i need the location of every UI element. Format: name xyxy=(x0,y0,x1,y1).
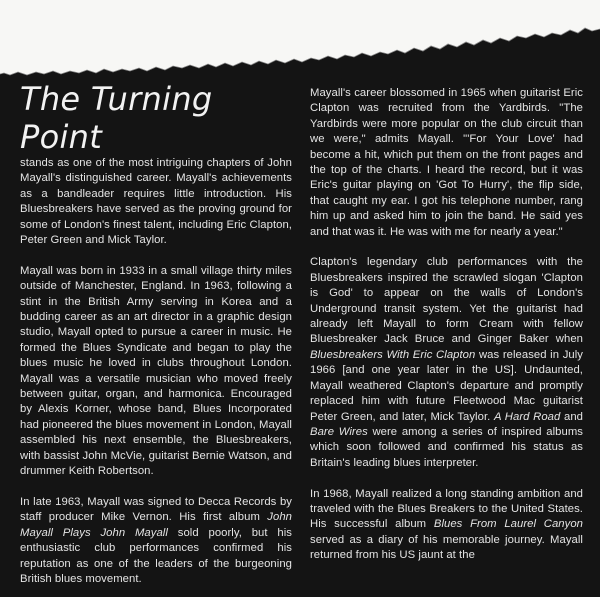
torn-paper-edge xyxy=(0,0,600,80)
album-title-text: Blues From Laurel Canyon xyxy=(433,518,583,531)
paragraph-text: sold poorly, but his enthusiastic club performances confirmed his reputation as one of the leaders of the burgeoning British blues movement. xyxy=(20,526,292,585)
body-paragraph xyxy=(20,264,292,480)
paragraph-text: was released in July 1966 [and one year later in the US]. Undaunted, Mayall weathered Clapton's departure and promptly replaced him with future Fleetwood Mac guitarist Peter Green, and later, Mick Taylor. xyxy=(310,348,583,423)
paragraph-text: In 1968, Mayall realized a long standing ambition and traveled with the Blues Breakers to the United States. His successful album xyxy=(310,487,583,531)
right-column-body xyxy=(310,86,583,564)
paragraph-text: and xyxy=(560,410,583,423)
body-paragraph xyxy=(310,487,583,564)
paragraph-text: In late 1963, Mayall was signed to Decca Records by staff producer Mike Vernon. His first album xyxy=(20,495,292,524)
body-paragraph xyxy=(310,86,583,240)
left-column-body xyxy=(20,156,292,587)
album-title-text: Bare Wires xyxy=(310,425,368,438)
paragraph-text: served as a diary of his memorable journey. Mayall returned from his US jaunt at the xyxy=(310,533,583,562)
body-paragraph xyxy=(20,156,292,248)
paragraph-text: Clapton's legendary club performances with the Bluesbreakers inspired the scrawled slogan 'Clapton is God' to appear on the walls of London's Underground transit system. Yet the guitarist had already left Mayall to form Cream with fellow Bluesbreaker Jack Bruce and Ginger Baker when xyxy=(310,256,583,346)
article-title: The Turning Point xyxy=(20,80,213,156)
album-title-text: Bluesbreakers With Eric Clapton xyxy=(310,348,476,361)
album-title-text: John Mayall Plays John Mayall xyxy=(20,511,292,539)
paragraph-text: stands as one of the most intriguing chapters of John Mayall's distinguished career. Mayall's achievements as a bandleader requires little introduction. His Bluesbreakers have served as the proving ground for some of London's finest talent, including Eric Clapton, Peter Green and Mick Taylor. xyxy=(20,157,292,247)
right-column xyxy=(310,80,583,579)
paragraph-text: Mayall was born in 1933 in a small village thirty miles outside of Manchester, England. In 1963, following a stint in the British Army serving in Korea and a budding career as an art director in a graphic design studio, Mayall opted to pursue a career in music. He formed the Blues Syndicate and began to play the blues music he loved in clubs throughout London. Mayall was a versatile musician who moved freely between guitar, organ, and harmonica. Encouraged by Alexis Korner, whose band, Blues Incorporated had pioneered the blues movement in London, Mayall assembled his next ensemble, the Bluesbreakers, with bassist John McVie, guitarist Bernie Watson, and drummer Keith Robertson. xyxy=(20,264,292,478)
paragraph-text: were among a series of inspired albums which soon followed and confirmed his status as Britain's leading blues interpreter. xyxy=(310,425,583,469)
album-title-text: A Hard Road xyxy=(493,410,561,423)
body-paragraph xyxy=(20,495,292,587)
body-paragraph xyxy=(310,255,583,471)
paragraph-text: Mayall's career blossomed in 1965 when guitarist Eric Clapton was recruited from the Yardbirds. "The Yardbirds were more popular on the club circuit than we were," admits Mayall. "'For Your Love' had become a hit, which put them on the front pages and the top of the charts. I heard the record, but it was Eric's guitar playing on 'Got To Hurry', the flip side, that caught my ear. I got his telephone number, rang him up and asked him to join the band. He said yes and that was it. He was with me for nearly a year." xyxy=(310,87,583,238)
left-column xyxy=(20,80,292,597)
